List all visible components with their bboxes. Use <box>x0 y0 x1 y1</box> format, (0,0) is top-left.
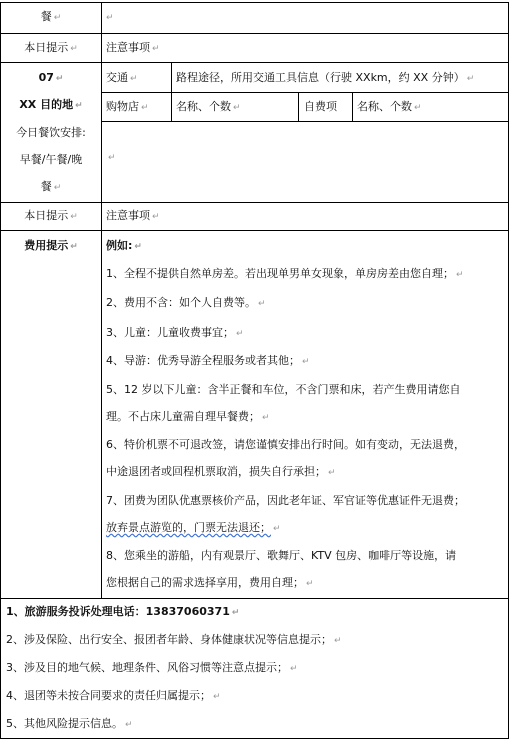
rule <box>0 230 509 231</box>
rule <box>0 738 509 739</box>
transport-label-cell <box>106 71 138 86</box>
shop-label: 购物店 <box>106 100 139 113</box>
fee-item <box>106 521 281 536</box>
meal-tail-mark-cell <box>104 10 114 25</box>
fee-item <box>106 267 464 282</box>
paragraph-mark: ↵ <box>231 608 240 618</box>
rule <box>0 202 509 203</box>
footer-item-text: 1、旅游服务投诉处理电话：13837060371 <box>6 605 230 618</box>
fee-item-text: 理。不占床儿童需自理早餐费； <box>106 410 260 423</box>
meal-line-1-text: 今日餐饮安排: <box>16 126 86 139</box>
tip1-value: 注意事项 <box>106 41 150 54</box>
rule <box>0 62 509 63</box>
fees-label: 费用提示 <box>24 239 69 252</box>
shop-value: 名称、个数 <box>176 100 231 113</box>
fee-item <box>106 549 456 563</box>
footer-item-text: 3、涉及目的地气候、地理条件、风俗习惯等注意点提示； <box>6 661 288 674</box>
fee-item <box>106 354 310 369</box>
paragraph-mark: ↵ <box>258 299 266 309</box>
paragraph-mark: ↵ <box>130 74 138 84</box>
paragraph-mark: ↵ <box>134 242 142 252</box>
paragraph-mark: ↵ <box>236 329 244 339</box>
paragraph-mark: ↵ <box>53 183 62 193</box>
paragraph-mark: ↵ <box>328 468 336 478</box>
paragraph-mark: ↵ <box>75 101 83 111</box>
shop-value-cell <box>176 100 241 115</box>
shop-label-cell <box>106 100 149 115</box>
fees-label-cell <box>1 239 101 254</box>
meal-detail-cell <box>106 150 116 165</box>
fee-item-text: 5、12 岁以下儿童：含半正餐和车位，不含门票和床，若产生费用请您自 <box>106 383 461 396</box>
paragraph-mark: ↵ <box>53 13 62 23</box>
footer-item <box>6 661 298 676</box>
fee-item-text: 2、费用不含：如个人自费等。 <box>106 296 256 309</box>
footer-item <box>6 633 342 648</box>
footer-item <box>6 605 239 620</box>
fee-item <box>106 383 461 397</box>
fee-item <box>106 576 314 591</box>
meal-tail-text: 餐 <box>40 10 52 23</box>
rule <box>352 92 353 122</box>
fee-item <box>106 465 336 480</box>
paragraph-mark: ↵ <box>456 270 464 280</box>
rule <box>101 121 509 122</box>
rule <box>0 33 509 34</box>
paragraph-mark: ↵ <box>70 242 78 252</box>
paragraph-mark: ↵ <box>466 74 475 84</box>
paragraph-mark: ↵ <box>108 153 116 163</box>
paragraph-mark: ↵ <box>152 212 160 222</box>
day-number <box>1 71 101 86</box>
paragraph-mark: ↵ <box>334 636 342 646</box>
paragraph-mark: ↵ <box>55 74 64 84</box>
fees-heading-text: 例如: <box>106 239 133 252</box>
paragraph-mark: ↵ <box>70 212 78 222</box>
footer-item <box>6 689 221 704</box>
footer-item-text: 4、退团等未按合同要求的责任归属提示； <box>6 689 211 702</box>
rule <box>298 92 299 122</box>
paragraph-mark: ↵ <box>70 44 78 54</box>
self-label: 自费项 <box>304 100 337 113</box>
fee-item-text: 1、全程不提供自然单房差。若出现单男单女现象，单房房差由您自理； <box>106 267 454 280</box>
transport-value: 路程途径，所用交通工具信息（行驶 XXkm，约 XX 分钟） <box>176 71 465 84</box>
paragraph-mark: ↵ <box>414 103 422 113</box>
fee-item <box>106 326 244 341</box>
fee-item <box>106 494 465 508</box>
footer-item-text: 2、涉及保险、出行安全、报团者年龄、身体健康状况等信息提示； <box>6 633 332 646</box>
fee-item-text: 中途退团者或回程机票取消，损失自行承担； <box>106 465 326 478</box>
transport-value-cell <box>176 71 474 86</box>
tip1-value-cell <box>106 41 160 56</box>
paragraph-mark: ↵ <box>141 103 149 113</box>
transport-label: 交通 <box>106 71 128 84</box>
self-value-cell <box>357 100 422 115</box>
paragraph-mark: ↵ <box>290 664 298 674</box>
paragraph-mark: ↵ <box>106 13 114 23</box>
paragraph-mark: ↵ <box>302 357 310 367</box>
tip2-label-cell <box>1 209 101 224</box>
meal-line-2 <box>1 153 101 167</box>
tip2-value-cell <box>106 209 160 224</box>
fee-item <box>106 296 266 311</box>
meal-line-2-text: 早餐/午餐/晚 <box>19 153 83 166</box>
paragraph-mark: ↵ <box>233 103 241 113</box>
fee-item-text: 6、特价机票不可退改签，请您谨慎安排出行时间。如有变动，无法退费， <box>106 438 465 451</box>
fee-item-text: 7、团费为团队优惠票核价产品，因此老年证、军官证等优惠证件无退费； <box>106 494 465 507</box>
footer-item <box>6 717 133 732</box>
fee-item-text: 4、导游：优秀导游全程服务或者其他； <box>106 354 300 367</box>
day-number-text: 07 <box>38 71 54 84</box>
paragraph-mark: ↵ <box>273 524 281 534</box>
destination <box>1 98 101 113</box>
tip2-value: 注意事项 <box>106 209 150 222</box>
paragraph-mark: ↵ <box>306 579 314 589</box>
tip2-label: 本日提示 <box>24 209 69 222</box>
fee-item-text: 8、您乘坐的游船，内有观景厅、歌舞厅、KTV 包房、咖啡厅等设施，请 <box>106 549 457 562</box>
meal-line-1 <box>1 126 101 140</box>
self-label-cell <box>304 100 337 114</box>
footer-item-text: 5、其他风险提示信息。 <box>6 717 123 730</box>
tip1-label-cell <box>1 41 101 56</box>
fee-item-text: 放弃景点游览的，门票无法退还； <box>106 521 271 534</box>
rule <box>101 2 102 599</box>
rule <box>0 2 509 3</box>
self-value: 名称、个数 <box>357 100 412 113</box>
rule <box>171 62 172 122</box>
paragraph-mark: ↵ <box>213 692 221 702</box>
fee-item-text: 3、儿童：儿童收费事宜； <box>106 326 234 339</box>
meal-line-3-text: 餐 <box>40 180 52 193</box>
meal-tail-cell <box>1 10 101 25</box>
rule <box>0 598 509 599</box>
destination-text: XX 目的地 <box>19 98 74 111</box>
paragraph-mark: ↵ <box>152 44 160 54</box>
paragraph-mark: ↵ <box>262 413 270 423</box>
fee-item <box>106 410 270 425</box>
paragraph-mark: ↵ <box>125 720 133 730</box>
meal-line-3 <box>1 180 101 195</box>
rule <box>101 92 509 93</box>
fee-item <box>106 438 465 452</box>
tip1-label: 本日提示 <box>24 41 69 54</box>
fees-heading <box>106 239 142 254</box>
fee-item-text: 您根据自己的需求选择享用，费用自理； <box>106 576 304 589</box>
